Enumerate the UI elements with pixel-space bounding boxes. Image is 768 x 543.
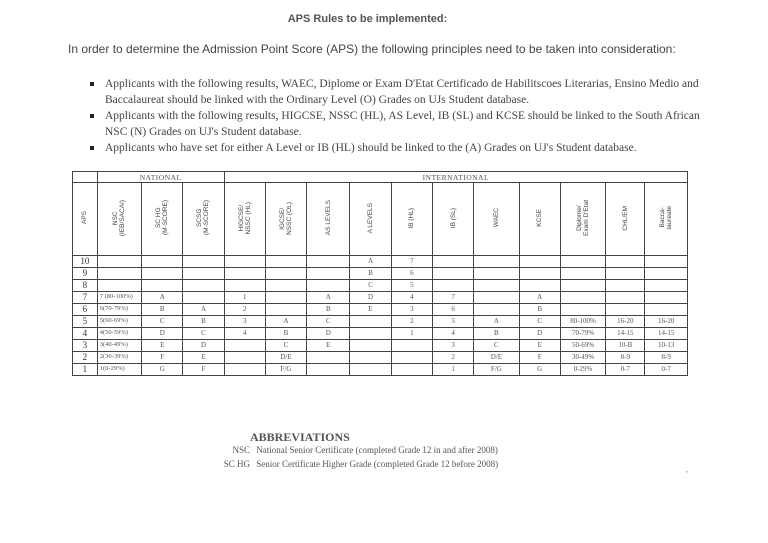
aps-table (72, 171, 688, 376)
table-cell (224, 352, 265, 364)
column-header-label: CHL/EM (621, 205, 629, 231)
column-header (560, 183, 605, 256)
table-cell (350, 340, 391, 352)
table-cell (645, 256, 688, 268)
table-cell: 2 (391, 316, 432, 328)
table-cell (645, 280, 688, 292)
table-cell (265, 256, 306, 268)
table-cell: D/E (474, 352, 519, 364)
table-cell: 5 (391, 280, 432, 292)
table-cell: 7 (432, 292, 473, 304)
table-cell: 6(70-79%) (97, 304, 141, 316)
aps-cell: 7 (73, 292, 98, 304)
column-header-label: SC HG (M-SCORE) (155, 200, 170, 236)
table-cell (224, 268, 265, 280)
table-cell (97, 280, 141, 292)
column-header (606, 183, 645, 256)
column-header (350, 183, 391, 256)
column-header-label: A LEVELS (367, 202, 375, 234)
table-cell: E (519, 340, 560, 352)
table-cell: 3 (224, 316, 265, 328)
abbreviation-value: Senior Certificate Higher Grade (completed Grade 12 before 2008) (256, 459, 499, 469)
table-row (73, 340, 688, 352)
table-cell (183, 280, 224, 292)
table-cell: 1(0-29%) (97, 364, 141, 376)
rule-item: Applicants who have set for either A Level or IB (HL) should be linked to the (A) Grades on UJ's Student database. (90, 140, 700, 156)
table-cell: 6 (432, 304, 473, 316)
column-header (224, 183, 265, 256)
table-cell (307, 280, 350, 292)
table-cell (519, 268, 560, 280)
table-cell: 14-15 (645, 328, 688, 340)
group-blank (73, 172, 98, 183)
table-cell: 16-20 (645, 316, 688, 328)
table-cell: D (142, 328, 183, 340)
table-cell: C (142, 316, 183, 328)
table-cell (350, 364, 391, 376)
table-cell: B (474, 328, 519, 340)
column-header (519, 183, 560, 256)
table-cell (645, 304, 688, 316)
table-cell: B (307, 304, 350, 316)
table-cell (265, 268, 306, 280)
column-header (265, 183, 306, 256)
group-international: INTERNATIONAL (224, 172, 687, 183)
column-header-row (73, 183, 688, 256)
table-cell (391, 352, 432, 364)
table-cell: F/G (265, 364, 306, 376)
table-cell: 30-49% (560, 352, 605, 364)
rules-list (90, 76, 700, 156)
table-cell (606, 304, 645, 316)
table-cell: 8-9 (606, 352, 645, 364)
page-title: APS Rules to be implemented: (287, 13, 448, 25)
aps-cell: 6 (73, 304, 98, 316)
table-cell: A (142, 292, 183, 304)
column-header-label: Bacca- laureate (659, 206, 674, 230)
table-cell (350, 316, 391, 328)
abbreviation-key: NSC (232, 445, 250, 455)
table-cell: A (183, 304, 224, 316)
abbreviations-title: ABBREVIATIONS (250, 430, 350, 444)
column-header-label: APS (81, 211, 89, 225)
table-cell (474, 268, 519, 280)
table-row (73, 268, 688, 280)
table-cell (560, 268, 605, 280)
intro-paragraph: In order to determine the Admission Point Score (APS) the following principles need to be taken into consideration: (68, 42, 676, 56)
table-cell: D (183, 340, 224, 352)
column-header-label: AS LEVELS (324, 200, 332, 236)
table-cell: 8-9 (645, 352, 688, 364)
table-cell: C (307, 316, 350, 328)
table-row (73, 352, 688, 364)
table-cell: F (519, 352, 560, 364)
table-cell (265, 304, 306, 316)
column-header (307, 183, 350, 256)
abbreviation-key: SC HG (223, 459, 250, 469)
aps-cell: 2 (73, 352, 98, 364)
column-header-label: NSC (IEB/SACAI) (112, 199, 127, 237)
table-cell: D (350, 292, 391, 304)
table-cell: D/E (265, 352, 306, 364)
column-header-label: IGCSE/ NSSC (OL) (279, 201, 293, 235)
table-cell: 3 (391, 304, 432, 316)
table-cell: A (350, 256, 391, 268)
table-cell (474, 256, 519, 268)
table-cell: 6 (391, 268, 432, 280)
table-cell: 2 (432, 352, 473, 364)
column-header-label: WAEC (492, 208, 500, 228)
table-cell (183, 292, 224, 304)
table-cell (391, 340, 432, 352)
table-cell: C (183, 328, 224, 340)
table-cell (183, 268, 224, 280)
aps-cell: 5 (73, 316, 98, 328)
table-cell: 2 (224, 304, 265, 316)
table-cell: C (519, 316, 560, 328)
table-cell: 0-29% (560, 364, 605, 376)
table-cell (183, 256, 224, 268)
table-cell (307, 352, 350, 364)
table-cell (645, 292, 688, 304)
aps-cell: 9 (73, 268, 98, 280)
table-cell (560, 256, 605, 268)
table-cell: 7 (80-100%) (97, 292, 141, 304)
table-cell (265, 280, 306, 292)
table-cell (645, 268, 688, 280)
table-row (73, 316, 688, 328)
table-cell (606, 280, 645, 292)
table-cell: G (142, 364, 183, 376)
table-cell (474, 304, 519, 316)
column-header (142, 183, 183, 256)
column-header-label: KCSE (536, 209, 544, 227)
column-header (183, 183, 224, 256)
table-cell: 1 (391, 328, 432, 340)
table-row (73, 364, 688, 376)
table-cell (265, 292, 306, 304)
abbreviation-item (205, 457, 498, 471)
table-cell (519, 256, 560, 268)
table-row (73, 304, 688, 316)
table-cell (142, 280, 183, 292)
table-cell: 50-69% (560, 340, 605, 352)
table-cell: C (350, 280, 391, 292)
table-cell: B (265, 328, 306, 340)
table-cell (606, 268, 645, 280)
table-cell: 3(40-49%) (97, 340, 141, 352)
table-cell: E (183, 352, 224, 364)
table-cell: G (519, 364, 560, 376)
table-row (73, 292, 688, 304)
table-cell: B (183, 316, 224, 328)
table-cell: D (519, 328, 560, 340)
table-cell (224, 280, 265, 292)
table-cell (97, 268, 141, 280)
table-cell (350, 352, 391, 364)
table-cell: 0-7 (645, 364, 688, 376)
table-cell: 1 (224, 292, 265, 304)
table-row (73, 280, 688, 292)
table-cell (560, 304, 605, 316)
column-header (474, 183, 519, 256)
table-cell (606, 256, 645, 268)
table-row (73, 328, 688, 340)
table-cell (224, 364, 265, 376)
table-cell: E (307, 340, 350, 352)
group-national: NATIONAL (97, 172, 224, 183)
table-cell (224, 256, 265, 268)
column-header-label: Diplome/ Exam D'Etat (576, 200, 591, 236)
stray-mark: , (686, 465, 688, 474)
abbreviations-list (205, 443, 498, 471)
table-cell: C (265, 340, 306, 352)
table-cell: B (519, 304, 560, 316)
table-cell: 0-7 (606, 364, 645, 376)
table-row (73, 256, 688, 268)
table-cell: E (350, 304, 391, 316)
table-cell (560, 292, 605, 304)
table-cell: 3 (432, 340, 473, 352)
table-cell: F/G (474, 364, 519, 376)
table-cell: B (350, 268, 391, 280)
table-cell: F (183, 364, 224, 376)
table-cell (606, 292, 645, 304)
table-cell: 2(30-39%) (97, 352, 141, 364)
table-cell (307, 364, 350, 376)
table-cell: D (307, 328, 350, 340)
aps-cell: 10 (73, 256, 98, 268)
table-cell: A (519, 292, 560, 304)
aps-cell: 8 (73, 280, 98, 292)
table-body (73, 256, 688, 376)
table-cell: 4 (224, 328, 265, 340)
column-header (391, 183, 432, 256)
column-header (73, 183, 98, 256)
table-cell: F (142, 352, 183, 364)
table-cell (224, 340, 265, 352)
table-cell: 16-20 (606, 316, 645, 328)
table-cell: 5 (432, 316, 473, 328)
table-cell (350, 328, 391, 340)
table-cell (97, 256, 141, 268)
abbreviation-item (205, 443, 498, 457)
table-cell: C (474, 340, 519, 352)
table-cell (142, 268, 183, 280)
table-cell: A (307, 292, 350, 304)
rule-item: Applicants with the following results, WAEC, Diplome or Exam D'Etat Certificado de Habilitscoes Literarias, Ensino Medio and Baccalaureat should be linked with the Ordinary Level (O) Grades on UJs Student database. (90, 76, 700, 108)
table-cell (432, 268, 473, 280)
column-header-label: IB (HL) (408, 207, 416, 229)
table-cell: 10-B (606, 340, 645, 352)
table-cell: 80-100% (560, 316, 605, 328)
column-header (97, 183, 141, 256)
aps-cell: 3 (73, 340, 98, 352)
column-header-label: IB (SL) (449, 207, 457, 229)
column-header (432, 183, 473, 256)
table-cell: E (142, 340, 183, 352)
table-cell: A (265, 316, 306, 328)
column-header-label: HIGCSE/ NSSC (HL) (237, 201, 252, 235)
rule-item: Applicants with the following results, HIGCSE, NSSC (HL), AS Level, IB (SL) and KCSE should be linked to the South African NSC (N) Grades on UJ's Student database. (90, 108, 700, 140)
table-cell: 10-13 (645, 340, 688, 352)
table-cell: B (142, 304, 183, 316)
table-cell (474, 280, 519, 292)
table-cell: 14-15 (606, 328, 645, 340)
aps-cell: 4 (73, 328, 98, 340)
column-header-label: SCSG (M-SCORE) (196, 200, 211, 236)
table-cell: 5(60-69%) (97, 316, 141, 328)
table-cell (142, 256, 183, 268)
abbreviation-value: National Senior Certificate (completed Grade 12 in and after 2008) (256, 445, 498, 455)
table-cell: A (474, 316, 519, 328)
table-cell (519, 280, 560, 292)
table-cell (307, 256, 350, 268)
table-cell (432, 280, 473, 292)
table-cell (474, 292, 519, 304)
table-cell: 1 (432, 364, 473, 376)
table-cell (391, 364, 432, 376)
aps-cell: 1 (73, 364, 98, 376)
table-cell (307, 268, 350, 280)
table-cell: 70-79% (560, 328, 605, 340)
table-cell (432, 256, 473, 268)
table-cell: 7 (391, 256, 432, 268)
table-cell: 4 (391, 292, 432, 304)
table-cell: 4(50-59%) (97, 328, 141, 340)
table-cell (560, 280, 605, 292)
table-cell: 4 (432, 328, 473, 340)
column-header (645, 183, 688, 256)
